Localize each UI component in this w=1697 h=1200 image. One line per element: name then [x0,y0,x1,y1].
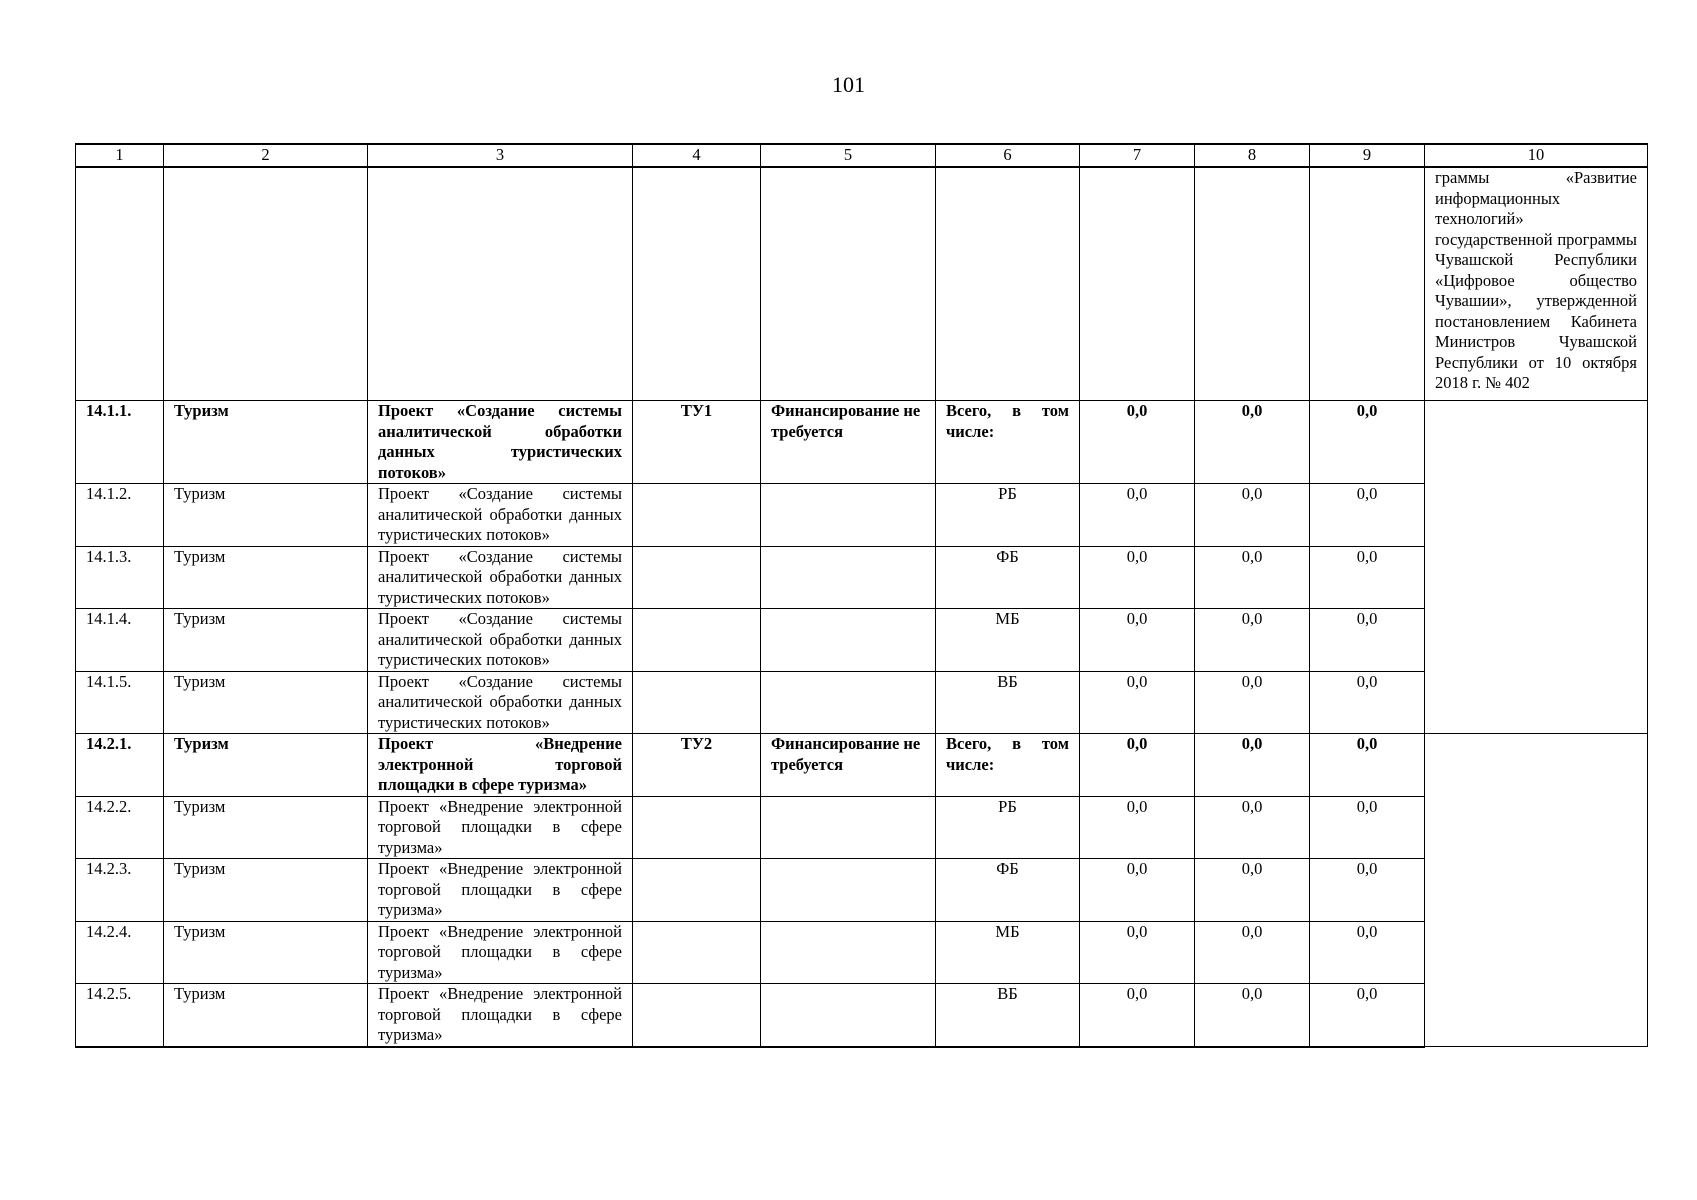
table-row [76,734,1648,797]
code-cell [633,609,761,672]
column-header: 7 [1080,144,1195,167]
sector-cell: Туризм [164,671,368,734]
empty-cell [936,167,1080,401]
value-cell: 0,0 [1080,734,1195,797]
sector-cell: Туризм [164,609,368,672]
source-cell: Всего, в том числе: [936,401,1080,484]
value-cell: 0,0 [1195,984,1310,1047]
value-cell: 0,0 [1195,671,1310,734]
continuation-note: граммы «Развитие информационных технологий» государственной программы Чувашской Республики «Цифровое общество Чувашии», утвержденной постановлением Кабинета Министров Чувашской Республики от 10 октября 2018 г. № 402 [1425,167,1648,401]
table-row [76,609,1648,672]
value-cell: 0,0 [1195,796,1310,859]
sector-cell: Туризм [164,796,368,859]
empty-cell [76,167,164,401]
value-cell: 0,0 [1195,546,1310,609]
column-header: 9 [1310,144,1425,167]
project-cell: Проект «Создание системы аналитической обработки данных туристических потоков» [368,484,633,547]
financing-cell [761,796,936,859]
value-cell: 0,0 [1195,484,1310,547]
value-cell: 0,0 [1310,984,1425,1047]
code-cell [633,671,761,734]
empty-cell [1310,167,1425,401]
value-cell: 0,0 [1310,921,1425,984]
value-cell: 0,0 [1080,484,1195,547]
row-number: 14.1.5. [76,671,164,734]
sector-cell: Туризм [164,859,368,922]
row-number: 14.1.2. [76,484,164,547]
code-cell: ТУ2 [633,734,761,797]
source-cell: ВБ [936,671,1080,734]
column-header: 8 [1195,144,1310,167]
table-row [76,984,1648,1047]
code-cell [633,484,761,547]
source-cell: ФБ [936,859,1080,922]
project-cell: Проект «Создание системы аналитической обработки данных туристических потоков» [368,546,633,609]
financing-cell [761,859,936,922]
value-cell: 0,0 [1310,484,1425,547]
column-header: 4 [633,144,761,167]
source-cell: Всего, в том числе: [936,734,1080,797]
empty-cell [1425,401,1648,734]
table-row [76,796,1648,859]
empty-cell [1195,167,1310,401]
empty-cell [1425,734,1648,1047]
project-cell: Проект «Внедрение электронной торговой площадки в сфере туризма» [368,984,633,1047]
table-row [76,546,1648,609]
value-cell: 0,0 [1195,609,1310,672]
value-cell: 0,0 [1080,546,1195,609]
column-header: 1 [76,144,164,167]
page-number: 101 [832,72,865,97]
table-row [76,401,1648,484]
value-cell: 0,0 [1080,984,1195,1047]
sector-cell: Туризм [164,734,368,797]
row-number: 14.2.5. [76,984,164,1047]
table-row [76,671,1648,734]
source-cell: РБ [936,796,1080,859]
row-number: 14.1.1. [76,401,164,484]
row-number: 14.2.4. [76,921,164,984]
value-cell: 0,0 [1195,921,1310,984]
column-number-header-row [76,144,1648,167]
table-row [76,921,1648,984]
value-cell: 0,0 [1080,401,1195,484]
sector-cell: Туризм [164,921,368,984]
value-cell: 0,0 [1080,609,1195,672]
financing-cell [761,984,936,1047]
column-header: 3 [368,144,633,167]
financing-cell: Финансирование не требуется [761,734,936,797]
column-header: 6 [936,144,1080,167]
table-row [76,859,1648,922]
value-cell: 0,0 [1310,734,1425,797]
project-cell: Проект «Создание системы аналитической обработки данных туристических потоков» [368,401,633,484]
value-cell: 0,0 [1080,796,1195,859]
source-cell: ФБ [936,546,1080,609]
column-header: 2 [164,144,368,167]
sector-cell: Туризм [164,546,368,609]
code-cell [633,546,761,609]
financing-cell [761,921,936,984]
project-cell: Проект «Внедрение электронной торговой площадки в сфере туризма» [368,921,633,984]
empty-cell [761,167,936,401]
value-cell: 0,0 [1195,401,1310,484]
row-number: 14.1.4. [76,609,164,672]
table-row [76,484,1648,547]
sector-cell: Туризм [164,401,368,484]
row-number: 14.2.3. [76,859,164,922]
code-cell [633,984,761,1047]
empty-cell [1080,167,1195,401]
code-cell [633,859,761,922]
empty-cell [368,167,633,401]
project-cell: Проект «Создание системы аналитической обработки данных туристических потоков» [368,671,633,734]
project-cell: Проект «Внедрение электронной торговой площадки в сфере туризма» [368,734,633,797]
column-header: 5 [761,144,936,167]
value-cell: 0,0 [1080,921,1195,984]
value-cell: 0,0 [1195,734,1310,797]
financing-cell [761,609,936,672]
column-header: 10 [1425,144,1648,167]
source-cell: ВБ [936,984,1080,1047]
value-cell: 0,0 [1310,609,1425,672]
code-cell: ТУ1 [633,401,761,484]
sector-cell: Туризм [164,484,368,547]
value-cell: 0,0 [1195,859,1310,922]
value-cell: 0,0 [1080,859,1195,922]
row-number: 14.2.1. [76,734,164,797]
source-cell: РБ [936,484,1080,547]
source-cell: МБ [936,921,1080,984]
project-cell: Проект «Создание системы аналитической обработки данных туристических потоков» [368,609,633,672]
document-table [75,143,1648,1048]
project-cell: Проект «Внедрение электронной торговой площадки в сфере туризма» [368,859,633,922]
value-cell: 0,0 [1310,671,1425,734]
code-cell [633,921,761,984]
code-cell [633,796,761,859]
value-cell: 0,0 [1310,859,1425,922]
empty-cell [164,167,368,401]
continuation-row [76,167,1648,401]
financing-cell [761,671,936,734]
sector-cell: Туризм [164,984,368,1047]
value-cell: 0,0 [1310,546,1425,609]
value-cell: 0,0 [1080,671,1195,734]
row-number: 14.2.2. [76,796,164,859]
financing-cell [761,546,936,609]
project-cell: Проект «Внедрение электронной торговой площадки в сфере туризма» [368,796,633,859]
financing-cell [761,484,936,547]
empty-cell [633,167,761,401]
value-cell: 0,0 [1310,401,1425,484]
source-cell: МБ [936,609,1080,672]
value-cell: 0,0 [1310,796,1425,859]
row-number: 14.1.3. [76,546,164,609]
financing-cell: Финансирование не требуется [761,401,936,484]
